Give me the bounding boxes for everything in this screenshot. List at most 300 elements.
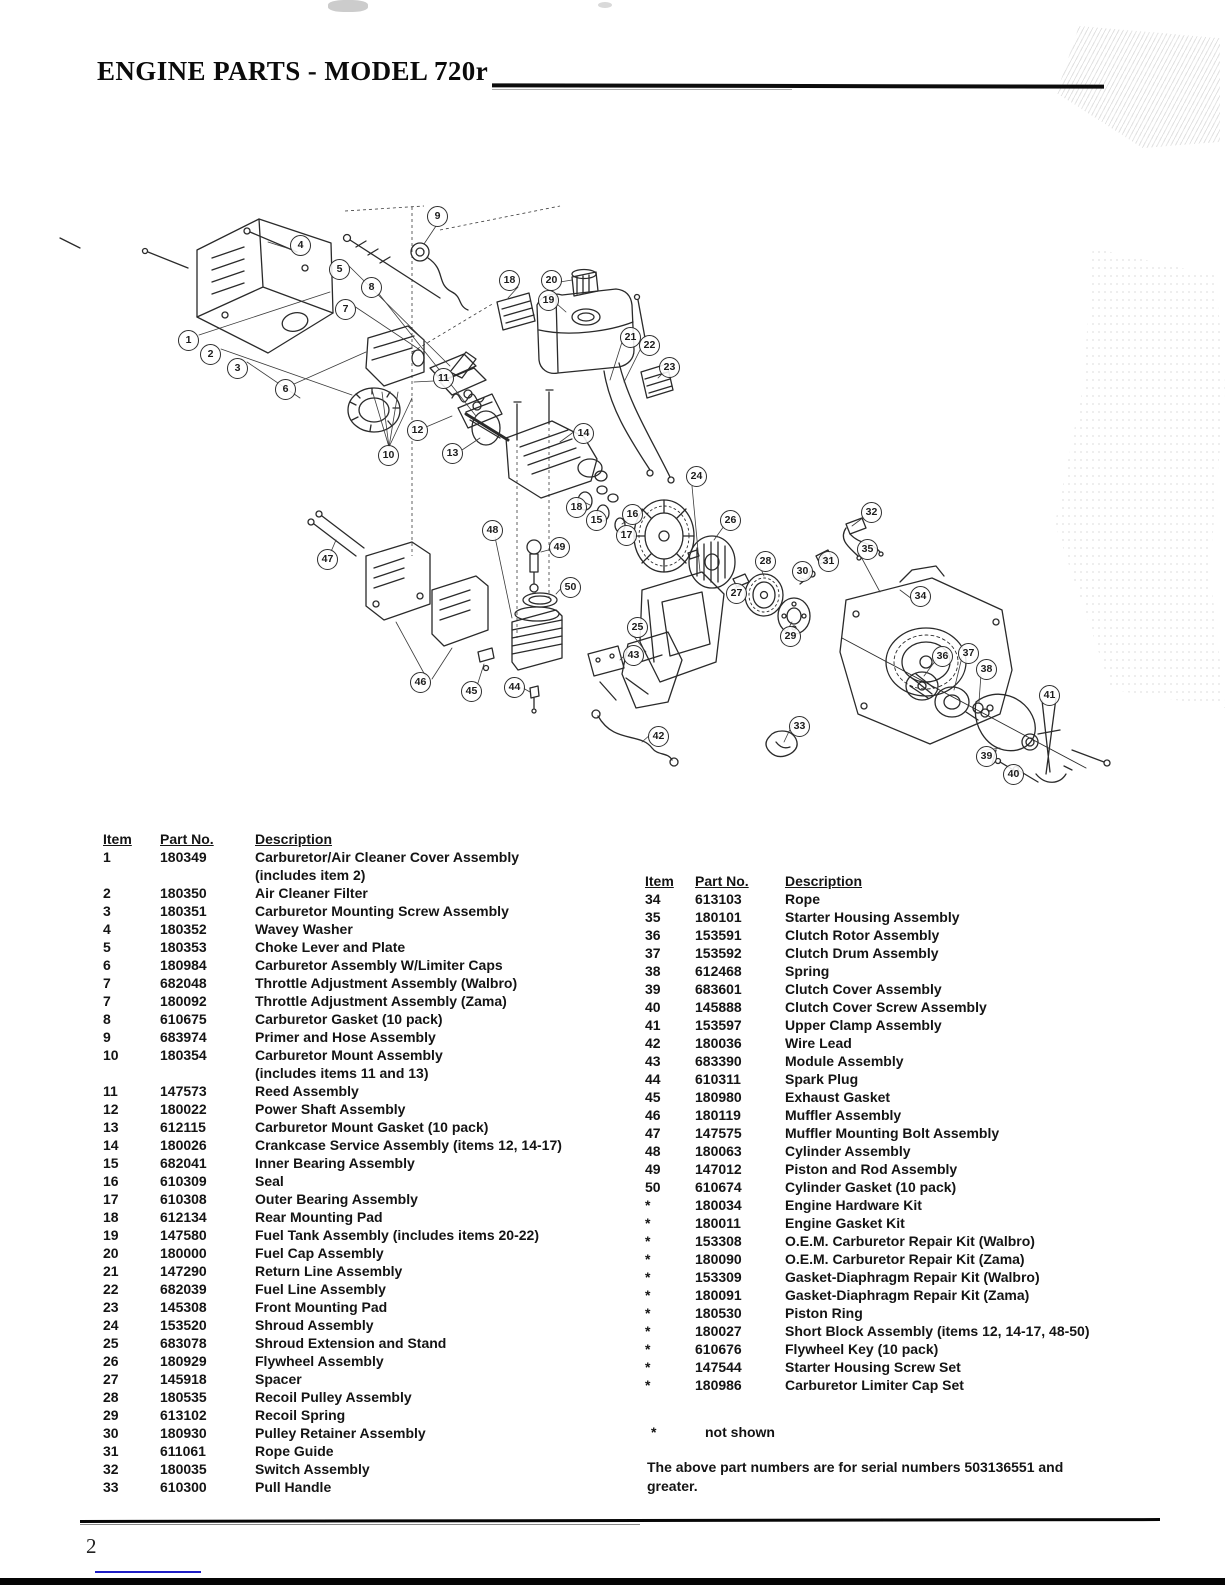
item-number: 32 bbox=[103, 1461, 119, 1477]
item-number: 24 bbox=[103, 1317, 119, 1333]
item-number: 15 bbox=[103, 1155, 119, 1171]
table-row bbox=[645, 1358, 1165, 1376]
part-number: 180090 bbox=[695, 1251, 742, 1267]
item-number: 44 bbox=[645, 1071, 661, 1087]
part-number: 147580 bbox=[160, 1227, 207, 1243]
item-number: 27 bbox=[103, 1371, 119, 1387]
column-header-description: Description bbox=[785, 873, 863, 889]
part-number: 610676 bbox=[695, 1341, 742, 1357]
page-number: 2 bbox=[86, 1534, 97, 1558]
part-description: Carburetor Assembly W/Limiter Caps bbox=[255, 957, 503, 973]
part-description: Spark Plug bbox=[785, 1071, 859, 1087]
part-description: Carburetor Limiter Cap Set bbox=[785, 1377, 964, 1393]
part-description: Upper Clamp Assembly bbox=[785, 1017, 942, 1033]
item-number: 43 bbox=[645, 1053, 661, 1069]
part-number: 180034 bbox=[695, 1197, 742, 1213]
item-number: 40 bbox=[645, 999, 661, 1015]
part-description: Muffler Assembly bbox=[785, 1107, 902, 1123]
item-number: 30 bbox=[103, 1425, 119, 1441]
callout-bubble-36: 36 bbox=[932, 646, 953, 667]
part-description: Starter Housing Assembly bbox=[785, 909, 960, 925]
part-description: Switch Assembly bbox=[255, 1461, 370, 1477]
part-number: 612115 bbox=[160, 1119, 206, 1135]
part-number bbox=[160, 1064, 255, 1082]
callout-bubble-35: 35 bbox=[857, 539, 878, 560]
item-number: 50 bbox=[645, 1179, 661, 1195]
callout-bubble-42: 42 bbox=[648, 726, 669, 747]
item-number: 49 bbox=[645, 1161, 661, 1177]
part-description: Module Assembly bbox=[785, 1053, 904, 1069]
part-number: 610300 bbox=[160, 1479, 207, 1495]
part-number: 145918 bbox=[160, 1371, 207, 1387]
part-description: Gasket-Diaphragm Repair Kit (Zama) bbox=[785, 1287, 1030, 1303]
table-row bbox=[645, 1124, 1165, 1142]
item-number: 19 bbox=[103, 1227, 119, 1243]
part-description: Seal bbox=[255, 1173, 284, 1189]
part-number: 180036 bbox=[695, 1035, 742, 1051]
part-number: 613103 bbox=[695, 891, 742, 907]
part-number: 180091 bbox=[695, 1287, 742, 1303]
part-number: 180092 bbox=[160, 993, 207, 1009]
table-row bbox=[645, 1286, 1165, 1304]
item-number: * bbox=[645, 1287, 651, 1303]
part-number: 180535 bbox=[160, 1389, 207, 1405]
item-number: * bbox=[645, 1341, 651, 1357]
part-number: 180530 bbox=[695, 1305, 742, 1321]
part-description: Throttle Adjustment Assembly (Walbro) bbox=[255, 975, 518, 991]
part-number: 180351 bbox=[160, 903, 207, 919]
item-number: 12 bbox=[103, 1101, 119, 1117]
part-description: Exhaust Gasket bbox=[785, 1089, 891, 1105]
part-number: 611061 bbox=[160, 1443, 206, 1459]
part-description: Air Cleaner Filter bbox=[255, 885, 368, 901]
callout-bubble-3: 3 bbox=[227, 358, 248, 379]
part-description: Choke Lever and Plate bbox=[255, 939, 406, 955]
item-number: * bbox=[645, 1197, 651, 1213]
table-row bbox=[103, 866, 603, 884]
part-number: 180022 bbox=[160, 1101, 207, 1117]
part-number: 180063 bbox=[695, 1143, 742, 1159]
item-number: 6 bbox=[103, 957, 111, 973]
footer-rule-echo bbox=[80, 1524, 640, 1525]
table-row bbox=[103, 1262, 603, 1280]
part-number: 180353 bbox=[160, 939, 207, 955]
callout-bubble-25: 25 bbox=[627, 617, 648, 638]
part-description: Inner Bearing Assembly bbox=[255, 1155, 415, 1171]
table-row bbox=[645, 980, 1165, 998]
callout-bubble-49: 49 bbox=[549, 537, 570, 558]
item-number: 7 bbox=[103, 993, 111, 1009]
part-number: 180986 bbox=[695, 1377, 742, 1393]
callout-bubble-17: 17 bbox=[616, 525, 637, 546]
callout-bubble-8: 8 bbox=[361, 277, 382, 298]
table-row bbox=[645, 1376, 1165, 1394]
item-number: 17 bbox=[103, 1191, 119, 1207]
item-number: 23 bbox=[103, 1299, 119, 1315]
item-number: 37 bbox=[645, 945, 661, 961]
item-number: 8 bbox=[103, 1011, 111, 1027]
item-number: * bbox=[645, 1233, 651, 1249]
part-description: Reed Assembly bbox=[255, 1083, 359, 1099]
callout-bubble-30: 30 bbox=[792, 561, 813, 582]
callout-bubble-41: 41 bbox=[1039, 685, 1060, 706]
column-header-part-no: Part No. bbox=[695, 873, 749, 889]
item-number: 39 bbox=[645, 981, 661, 997]
item-number: 42 bbox=[645, 1035, 661, 1051]
item-number: 11 bbox=[103, 1083, 118, 1099]
callout-bubble-40: 40 bbox=[1003, 764, 1024, 785]
part-description: Rope Guide bbox=[255, 1443, 334, 1459]
callout-bubble-6: 6 bbox=[275, 379, 296, 400]
part-description: Carburetor Mount Gasket (10 pack) bbox=[255, 1119, 489, 1135]
part-description: Pull Handle bbox=[255, 1479, 332, 1495]
table-row bbox=[645, 1250, 1165, 1268]
table-row bbox=[103, 1208, 603, 1226]
table-header bbox=[645, 872, 1165, 890]
part-number bbox=[160, 866, 255, 884]
part-number: 612134 bbox=[160, 1209, 207, 1225]
part-number: 180350 bbox=[160, 885, 207, 901]
part-description: Clutch Cover Assembly bbox=[785, 981, 942, 997]
item-number: 33 bbox=[103, 1479, 119, 1495]
item-number: 5 bbox=[103, 939, 111, 955]
part-number: 610674 bbox=[695, 1179, 742, 1195]
part-description: Carburetor/Air Cleaner Cover Assembly bbox=[255, 849, 520, 865]
item-number: * bbox=[645, 1269, 651, 1285]
part-description: O.E.M. Carburetor Repair Kit (Walbro) bbox=[785, 1233, 1035, 1249]
table-row bbox=[645, 1142, 1165, 1160]
table-row bbox=[103, 884, 603, 902]
item-number: * bbox=[645, 1251, 651, 1267]
callout-bubble-10: 10 bbox=[378, 445, 399, 466]
item-number: 20 bbox=[103, 1245, 119, 1261]
part-description: Wavey Washer bbox=[255, 921, 353, 937]
asterisk-symbol: * bbox=[651, 1424, 657, 1440]
part-number: 682048 bbox=[160, 975, 207, 991]
item-number: * bbox=[645, 1377, 651, 1393]
item-number: 2 bbox=[103, 885, 111, 901]
table-row bbox=[645, 926, 1165, 944]
table-row bbox=[103, 1082, 603, 1100]
item-number: 34 bbox=[645, 891, 661, 907]
item-number: 18 bbox=[103, 1209, 119, 1225]
table-row bbox=[103, 1460, 603, 1478]
item-number: 35 bbox=[645, 909, 661, 925]
table-row bbox=[103, 1280, 603, 1298]
table-row bbox=[103, 1352, 603, 1370]
table-header bbox=[103, 830, 603, 848]
table-row bbox=[103, 1244, 603, 1262]
table-row bbox=[103, 1172, 603, 1190]
item-number: 29 bbox=[103, 1407, 119, 1423]
callout-bubble-9: 9 bbox=[427, 206, 448, 227]
part-description: Clutch Drum Assembly bbox=[785, 945, 939, 961]
part-number: 613102 bbox=[160, 1407, 207, 1423]
callout-bubble-26: 26 bbox=[720, 510, 741, 531]
item-number: 36 bbox=[645, 927, 661, 943]
table-row bbox=[103, 1334, 603, 1352]
callout-bubble-44: 44 bbox=[504, 677, 525, 698]
item-number: 7 bbox=[103, 975, 111, 991]
part-number: 610311 bbox=[695, 1071, 741, 1087]
callout-bubble-11: 11 bbox=[433, 368, 454, 389]
callout-bubble-38: 38 bbox=[976, 659, 997, 680]
callout-bubble-12: 12 bbox=[407, 420, 428, 441]
part-description: Fuel Tank Assembly (includes items 20-22) bbox=[255, 1227, 539, 1243]
part-description: Return Line Assembly bbox=[255, 1263, 403, 1279]
part-description: Piston and Rod Assembly bbox=[785, 1161, 958, 1177]
part-number: 180354 bbox=[160, 1047, 207, 1063]
callout-bubble-34: 34 bbox=[910, 586, 931, 607]
part-description: Muffler Mounting Bolt Assembly bbox=[785, 1125, 1000, 1141]
table-row bbox=[103, 848, 603, 866]
table-row bbox=[645, 998, 1165, 1016]
item-number: 10 bbox=[103, 1047, 119, 1063]
not-shown-note bbox=[651, 1424, 775, 1440]
item-number: 9 bbox=[103, 1029, 111, 1045]
callout-bubble-13: 13 bbox=[442, 443, 463, 464]
part-description: Crankcase Service Assembly (items 12, 14-17) bbox=[255, 1137, 562, 1153]
callout-bubble-50: 50 bbox=[560, 577, 581, 598]
part-description: Clutch Rotor Assembly bbox=[785, 927, 940, 943]
not-shown-label: not shown bbox=[705, 1424, 775, 1440]
part-description: Cylinder Assembly bbox=[785, 1143, 911, 1159]
callout-bubble-21: 21 bbox=[620, 327, 641, 348]
part-description: Throttle Adjustment Assembly (Zama) bbox=[255, 993, 507, 1009]
table-row bbox=[103, 1478, 603, 1496]
part-number: 683601 bbox=[695, 981, 742, 997]
diagram-linework bbox=[0, 190, 1225, 805]
item-number: 22 bbox=[103, 1281, 119, 1297]
callout-bubble-19: 19 bbox=[538, 290, 559, 311]
part-number: 682041 bbox=[160, 1155, 207, 1171]
table-row bbox=[645, 1268, 1165, 1286]
part-number: 180352 bbox=[160, 921, 207, 937]
parts-table-left bbox=[103, 830, 603, 1496]
callout-bubble-4: 4 bbox=[290, 235, 311, 256]
page-title: ENGINE PARTS - MODEL 720r bbox=[97, 56, 489, 86]
part-description: Fuel Line Assembly bbox=[255, 1281, 386, 1297]
part-number: 610308 bbox=[160, 1191, 207, 1207]
table-row bbox=[103, 1064, 603, 1082]
table-row bbox=[645, 1340, 1165, 1358]
part-description: Spring bbox=[785, 963, 830, 979]
table-row bbox=[645, 1196, 1165, 1214]
callout-bubble-22: 22 bbox=[639, 335, 660, 356]
item-number: 46 bbox=[645, 1107, 661, 1123]
item-number: * bbox=[645, 1215, 651, 1231]
part-description: (includes item 2) bbox=[255, 867, 366, 883]
item-number: 25 bbox=[103, 1335, 119, 1351]
item-number: 3 bbox=[103, 903, 111, 919]
table-row bbox=[103, 938, 603, 956]
item-number: 41 bbox=[645, 1017, 661, 1033]
table-row bbox=[103, 992, 603, 1010]
callout-bubble-16: 16 bbox=[622, 504, 643, 525]
table-row bbox=[103, 1100, 603, 1118]
part-description: Rear Mounting Pad bbox=[255, 1209, 383, 1225]
part-description: Engine Gasket Kit bbox=[785, 1215, 905, 1231]
part-number: 180101 bbox=[695, 909, 742, 925]
table-row bbox=[645, 1322, 1165, 1340]
part-description: Carburetor Gasket (10 pack) bbox=[255, 1011, 443, 1027]
item-number: * bbox=[645, 1305, 651, 1321]
part-description: Recoil Spring bbox=[255, 1407, 346, 1423]
part-number: 147573 bbox=[160, 1083, 207, 1099]
callout-bubble-32: 32 bbox=[861, 502, 882, 523]
part-number: 180349 bbox=[160, 849, 207, 865]
item-number: 45 bbox=[645, 1089, 661, 1105]
table-row bbox=[645, 1070, 1165, 1088]
part-number: 610309 bbox=[160, 1173, 207, 1189]
callout-bubble-33: 33 bbox=[789, 716, 810, 737]
table-row bbox=[103, 974, 603, 992]
table-row bbox=[103, 1154, 603, 1172]
table-row bbox=[103, 1118, 603, 1136]
column-header-part-no: Part No. bbox=[160, 831, 214, 847]
callout-bubble-20: 20 bbox=[541, 270, 562, 291]
table-row bbox=[103, 1316, 603, 1334]
table-row bbox=[645, 1214, 1165, 1232]
table-row bbox=[645, 1106, 1165, 1124]
table-row bbox=[103, 1442, 603, 1460]
part-description: Flywheel Key (10 pack) bbox=[785, 1341, 939, 1357]
column-header-item: Item bbox=[645, 873, 674, 889]
item-number: 38 bbox=[645, 963, 661, 979]
part-description: Piston Ring bbox=[785, 1305, 863, 1321]
part-number: 610675 bbox=[160, 1011, 207, 1027]
item-number: 48 bbox=[645, 1143, 661, 1159]
part-number: 153520 bbox=[160, 1317, 207, 1333]
part-number: 145308 bbox=[160, 1299, 207, 1315]
part-description: Power Shaft Assembly bbox=[255, 1101, 406, 1117]
part-number: 180929 bbox=[160, 1353, 207, 1369]
callout-bubble-1: 1 bbox=[178, 330, 199, 351]
item-number: 13 bbox=[103, 1119, 119, 1135]
page-bottom-bar bbox=[0, 1578, 1225, 1585]
item-number: 26 bbox=[103, 1353, 119, 1369]
part-number: 145888 bbox=[695, 999, 742, 1015]
item-number: * bbox=[645, 1359, 651, 1375]
callout-bubble-23: 23 bbox=[659, 357, 680, 378]
part-number: 612468 bbox=[695, 963, 742, 979]
blue-underline-mark bbox=[95, 1571, 201, 1573]
part-description: Rope bbox=[785, 891, 820, 907]
table-row bbox=[103, 1388, 603, 1406]
table-row bbox=[645, 1178, 1165, 1196]
part-number: 153591 bbox=[695, 927, 742, 943]
part-number: 153592 bbox=[695, 945, 742, 961]
part-description: Outer Bearing Assembly bbox=[255, 1191, 418, 1207]
column-header-item: Item bbox=[103, 831, 132, 847]
item-number: 47 bbox=[645, 1125, 661, 1141]
part-number: 153597 bbox=[695, 1017, 742, 1033]
callout-bubble-45: 45 bbox=[461, 681, 482, 702]
table-row bbox=[645, 1232, 1165, 1250]
part-description: Shroud Extension and Stand bbox=[255, 1335, 447, 1351]
part-number: 683078 bbox=[160, 1335, 207, 1351]
table-row bbox=[645, 1016, 1165, 1034]
callout-bubble-48: 48 bbox=[482, 520, 503, 541]
callout-bubble-7: 7 bbox=[335, 299, 356, 320]
part-description: Front Mounting Pad bbox=[255, 1299, 388, 1315]
table-row bbox=[103, 1028, 603, 1046]
item-number: 31 bbox=[103, 1443, 119, 1459]
table-row bbox=[103, 1190, 603, 1208]
table-row bbox=[645, 890, 1165, 908]
part-number: 147012 bbox=[695, 1161, 742, 1177]
item-number bbox=[103, 1064, 160, 1082]
part-description: Engine Hardware Kit bbox=[785, 1197, 922, 1213]
table-row bbox=[103, 1010, 603, 1028]
table-row bbox=[645, 944, 1165, 962]
item-number: 16 bbox=[103, 1173, 119, 1189]
part-number: 180119 bbox=[695, 1107, 741, 1123]
callout-bubble-18: 18 bbox=[499, 270, 520, 291]
item-number: 4 bbox=[103, 921, 111, 937]
part-description: Recoil Pulley Assembly bbox=[255, 1389, 412, 1405]
table-row bbox=[645, 1160, 1165, 1178]
table-row bbox=[103, 1046, 603, 1064]
item-number: 14 bbox=[103, 1137, 119, 1153]
table-row bbox=[645, 1034, 1165, 1052]
table-row bbox=[103, 1424, 603, 1442]
part-number: 180980 bbox=[695, 1089, 742, 1105]
callout-bubble-43: 43 bbox=[623, 645, 644, 666]
part-number: 683974 bbox=[160, 1029, 207, 1045]
serial-number-footnote: The above part numbers are for serial numbers 503136551 and greater. bbox=[647, 1459, 1064, 1494]
part-description: Gasket-Diaphragm Repair Kit (Walbro) bbox=[785, 1269, 1040, 1285]
item-number bbox=[103, 866, 160, 884]
part-description: Fuel Cap Assembly bbox=[255, 1245, 384, 1261]
callout-bubble-46: 46 bbox=[410, 672, 431, 693]
item-number: 1 bbox=[103, 849, 111, 865]
item-number: 28 bbox=[103, 1389, 119, 1405]
part-number: 147544 bbox=[695, 1359, 742, 1375]
part-number: 180984 bbox=[160, 957, 207, 973]
table-row bbox=[645, 1052, 1165, 1070]
column-header-description: Description bbox=[255, 831, 333, 847]
table-row bbox=[645, 962, 1165, 980]
table-row bbox=[103, 920, 603, 938]
part-description: Cylinder Gasket (10 pack) bbox=[785, 1179, 957, 1195]
part-description: O.E.M. Carburetor Repair Kit (Zama) bbox=[785, 1251, 1025, 1267]
callout-bubble-15: 15 bbox=[586, 510, 607, 531]
callout-bubble-14: 14 bbox=[573, 423, 594, 444]
part-number: 180026 bbox=[160, 1137, 207, 1153]
callout-bubble-29: 29 bbox=[780, 626, 801, 647]
part-number: 180027 bbox=[695, 1323, 742, 1339]
parts-table-right bbox=[645, 872, 1165, 1394]
callout-bubble-47: 47 bbox=[317, 549, 338, 570]
part-number: 147575 bbox=[695, 1125, 742, 1141]
item-number: * bbox=[645, 1323, 651, 1339]
callout-bubble-28: 28 bbox=[755, 551, 776, 572]
part-description: Shroud Assembly bbox=[255, 1317, 374, 1333]
part-description: Spacer bbox=[255, 1371, 302, 1387]
part-number: 180000 bbox=[160, 1245, 207, 1261]
table-row bbox=[103, 1136, 603, 1154]
table-row bbox=[103, 1370, 603, 1388]
callout-bubble-5: 5 bbox=[329, 259, 350, 280]
table-row bbox=[645, 1304, 1165, 1322]
part-description: Pulley Retainer Assembly bbox=[255, 1425, 426, 1441]
callout-bubble-2: 2 bbox=[200, 344, 221, 365]
item-number: 21 bbox=[103, 1263, 119, 1279]
table-row bbox=[103, 902, 603, 920]
callout-bubble-31: 31 bbox=[818, 551, 839, 572]
part-description: Flywheel Assembly bbox=[255, 1353, 384, 1369]
